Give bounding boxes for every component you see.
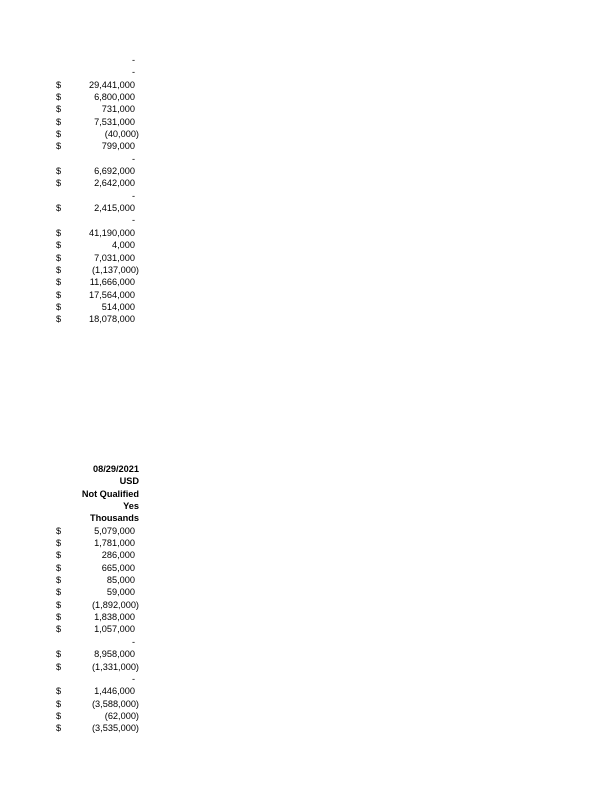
amount-value: (40,000): [104, 129, 139, 140]
currency-symbol: $: [56, 252, 62, 263]
value-row: [52, 301, 142, 313]
value-row: [52, 276, 142, 288]
value-row: [52, 214, 142, 226]
header-flag: Yes: [123, 501, 139, 512]
currency-symbol: $: [56, 129, 62, 140]
value-row: [52, 549, 142, 561]
amount-value: 85,000: [106, 575, 135, 586]
currency-symbol: $: [56, 550, 62, 561]
currency-symbol: $: [56, 649, 62, 660]
value-row: [52, 648, 142, 660]
value-row: [52, 202, 142, 214]
value-row: [52, 177, 142, 189]
value-row: [52, 611, 142, 623]
value-row: [52, 165, 142, 177]
value-row: [52, 673, 142, 685]
currency-symbol: $: [56, 92, 62, 103]
value-row: [52, 661, 142, 673]
value-row: [52, 91, 142, 103]
value-row: [52, 227, 142, 239]
value-row: [52, 623, 142, 635]
amount-value: (3,588,000): [92, 698, 139, 709]
currency-symbol: $: [56, 227, 62, 238]
amount-value: 2,415,000: [94, 203, 135, 214]
amount-value: -: [131, 190, 135, 201]
amount-value: (62,000): [104, 710, 139, 721]
value-row: [52, 116, 142, 128]
currency-symbol: $: [56, 104, 62, 115]
value-row: [52, 710, 142, 722]
currency-symbol: $: [56, 698, 62, 709]
currency-symbol: $: [56, 599, 62, 610]
amount-value: -: [131, 55, 135, 65]
currency-symbol: $: [56, 116, 62, 127]
value-row: [52, 525, 142, 537]
currency-symbol: $: [56, 538, 62, 549]
currency-symbol: $: [56, 562, 62, 573]
amount-value: 17,564,000: [89, 289, 135, 300]
amount-value: 8,958,000: [94, 649, 135, 660]
values-rows-lower: [52, 525, 142, 735]
amount-value: 18,078,000: [89, 314, 135, 325]
amount-value: -: [131, 153, 135, 164]
currency-symbol: $: [56, 240, 62, 251]
currency-symbol: $: [56, 723, 62, 734]
header-units: Thousands: [89, 513, 139, 524]
amount-value: -: [131, 673, 135, 684]
amount-value: 41,190,000: [89, 227, 135, 238]
currency-symbol: $: [56, 525, 62, 536]
amount-value: 2,642,000: [94, 178, 135, 189]
header-audit-status: Not Qualified: [81, 488, 139, 499]
amount-value: (1,892,000): [92, 599, 139, 610]
amount-value: 4,000: [112, 240, 135, 251]
amount-value: (1,331,000): [92, 661, 139, 672]
currency-symbol: $: [56, 575, 62, 586]
currency-symbol: $: [56, 314, 62, 325]
amount-value: 731,000: [101, 104, 135, 115]
value-row: [52, 574, 142, 586]
value-row: [52, 289, 142, 301]
value-row: [52, 239, 142, 251]
amount-value: 514,000: [101, 301, 135, 312]
value-row: [52, 586, 142, 598]
value-row: [52, 313, 142, 325]
amount-value: -: [131, 67, 135, 78]
value-row: [52, 537, 142, 549]
amount-value: 1,446,000: [94, 686, 135, 697]
currency-symbol: $: [56, 79, 62, 90]
amount-value: 5,079,000: [94, 525, 135, 536]
amount-value: 1,838,000: [94, 612, 135, 623]
values-column-upper: [52, 54, 142, 326]
value-row: [52, 140, 142, 152]
currency-symbol: $: [56, 289, 62, 300]
currency-symbol: $: [56, 301, 62, 312]
value-row: [52, 252, 142, 264]
currency-symbol: $: [56, 612, 62, 623]
value-row: [52, 599, 142, 611]
amount-value: 665,000: [101, 562, 135, 573]
value-row: [52, 698, 142, 710]
value-row: [52, 722, 142, 734]
amount-value: 29,441,000: [89, 79, 135, 90]
value-row: [52, 128, 142, 140]
currency-symbol: $: [56, 277, 62, 288]
value-row: [52, 54, 142, 66]
amount-value: 799,000: [101, 141, 135, 152]
amount-value: -: [131, 636, 135, 647]
currency-symbol: $: [56, 624, 62, 635]
amount-value: 286,000: [101, 550, 135, 561]
amount-value: 59,000: [106, 587, 135, 598]
amount-value: 11,666,000: [89, 277, 135, 288]
value-row: [52, 264, 142, 276]
value-row: [52, 79, 142, 91]
value-row: [52, 66, 142, 78]
currency-symbol: $: [56, 661, 62, 672]
amount-value: 1,781,000: [94, 538, 135, 549]
currency-symbol: $: [56, 178, 62, 189]
currency-symbol: $: [56, 166, 62, 177]
currency-symbol: $: [56, 141, 62, 152]
value-row: [52, 636, 142, 648]
currency-symbol: $: [56, 587, 62, 598]
value-row: [52, 685, 142, 697]
currency-symbol: $: [56, 203, 62, 214]
amount-value: 6,800,000: [94, 92, 135, 103]
amount-value: 7,531,000: [94, 116, 135, 127]
values-column-lower: [52, 463, 142, 735]
value-row: [52, 153, 142, 165]
amount-value: (1,137,000): [92, 264, 139, 275]
amount-value: 1,057,000: [94, 624, 135, 635]
header-currency: USD: [119, 476, 139, 487]
currency-symbol: $: [56, 686, 62, 697]
amount-value: 7,031,000: [94, 252, 135, 263]
value-row: [52, 190, 142, 202]
amount-value: (3,535,000): [92, 723, 139, 734]
value-row: [52, 103, 142, 115]
amount-value: 6,692,000: [94, 166, 135, 177]
amount-value: -: [131, 215, 135, 226]
header-date: 08/29/2021: [93, 464, 139, 474]
value-row: [52, 562, 142, 574]
currency-symbol: $: [56, 264, 62, 275]
currency-symbol: $: [56, 710, 62, 721]
